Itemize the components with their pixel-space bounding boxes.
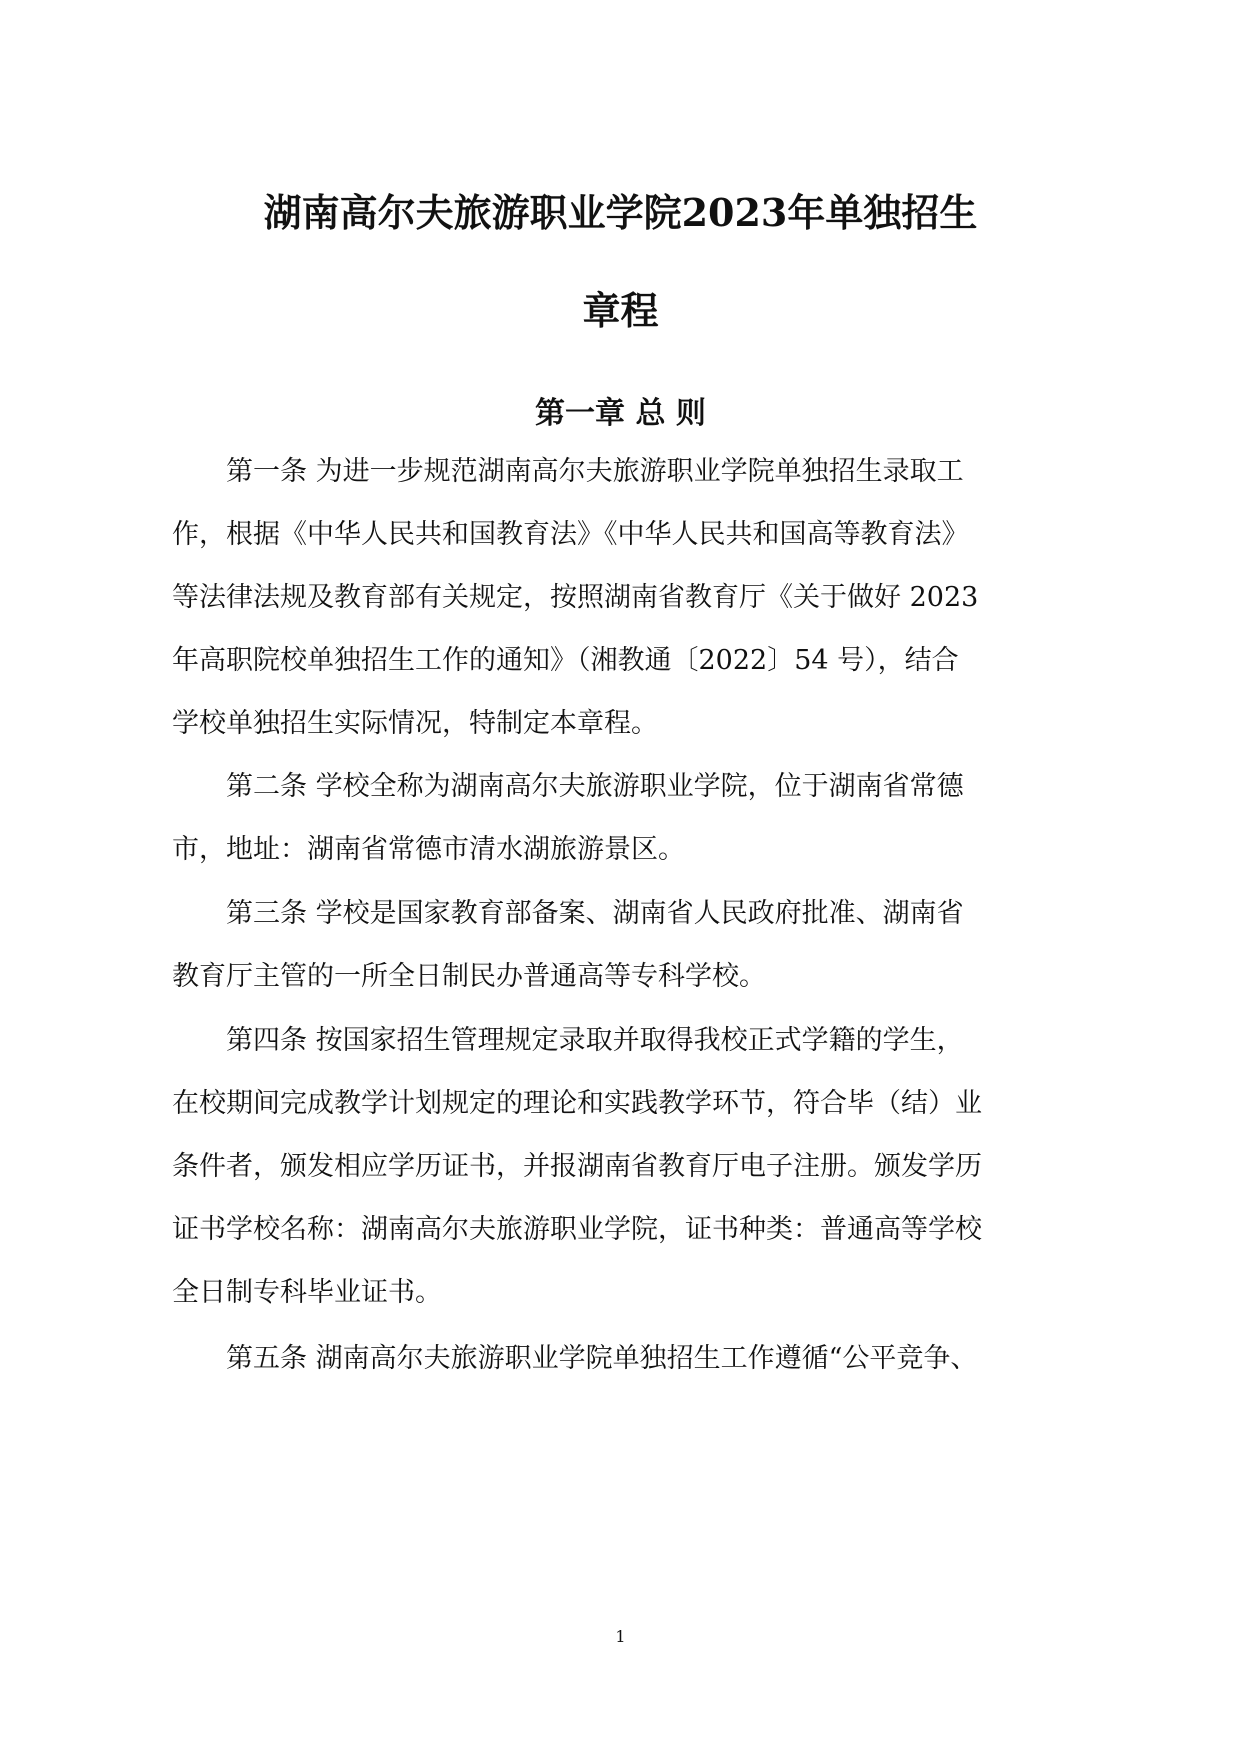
body-line: 第一条 为进一步规范湖南高尔夫旅游职业学院单独招生录取工 (226, 456, 964, 487)
body-line: 等法律法规及教育部有关规定，按照湖南省教育厅《关于做好 2023 (172, 582, 979, 613)
body-line: 第四条 按国家招生管理规定录取并取得我校正式学籍的学生， (226, 1025, 964, 1056)
body-line: 学校单独招生实际情况，特制定本章程。 (172, 708, 658, 739)
document-title-line-1: 湖南高尔夫旅游职业学院2023年单独招生 (263, 190, 978, 235)
body-line: 证书学校名称：湖南高尔夫旅游职业学院，证书种类：普通高等学校 (172, 1214, 982, 1245)
page-number: 1 (615, 1627, 626, 1646)
body-line: 全日制专科毕业证书。 (172, 1277, 442, 1308)
body-line: 市，地址：湖南省常德市清水湖旅游景区。 (172, 834, 685, 865)
body-line: 年高职院校单独招生工作的通知》（湘教通〔2022〕54 号），结合 (172, 645, 959, 676)
body-line: 第二条 学校全称为湖南高尔夫旅游职业学院，位于湖南省常德 (226, 771, 964, 802)
body-line: 在校期间完成教学计划规定的理论和实践教学环节，符合毕（结）业 (172, 1088, 982, 1119)
document-title-line-2: 章程 (582, 288, 659, 333)
body-line: 教育厅主管的一所全日制民办普通高等专科学校。 (172, 961, 766, 992)
chapter-heading: 第一章 总 则 (535, 396, 706, 431)
body-line: 第三条 学校是国家教育部备案、湖南省人民政府批准、湖南省 (226, 898, 964, 929)
body-line: 作，根据《中华人民共和国教育法》《中华人民共和国高等教育法》 (172, 519, 969, 550)
body-line: 第五条 湖南高尔夫旅游职业学院单独招生工作遵循“公平竞争、 (226, 1343, 978, 1374)
body-line: 条件者，颁发相应学历证书，并报湖南省教育厅电子注册。颁发学历 (172, 1151, 982, 1182)
